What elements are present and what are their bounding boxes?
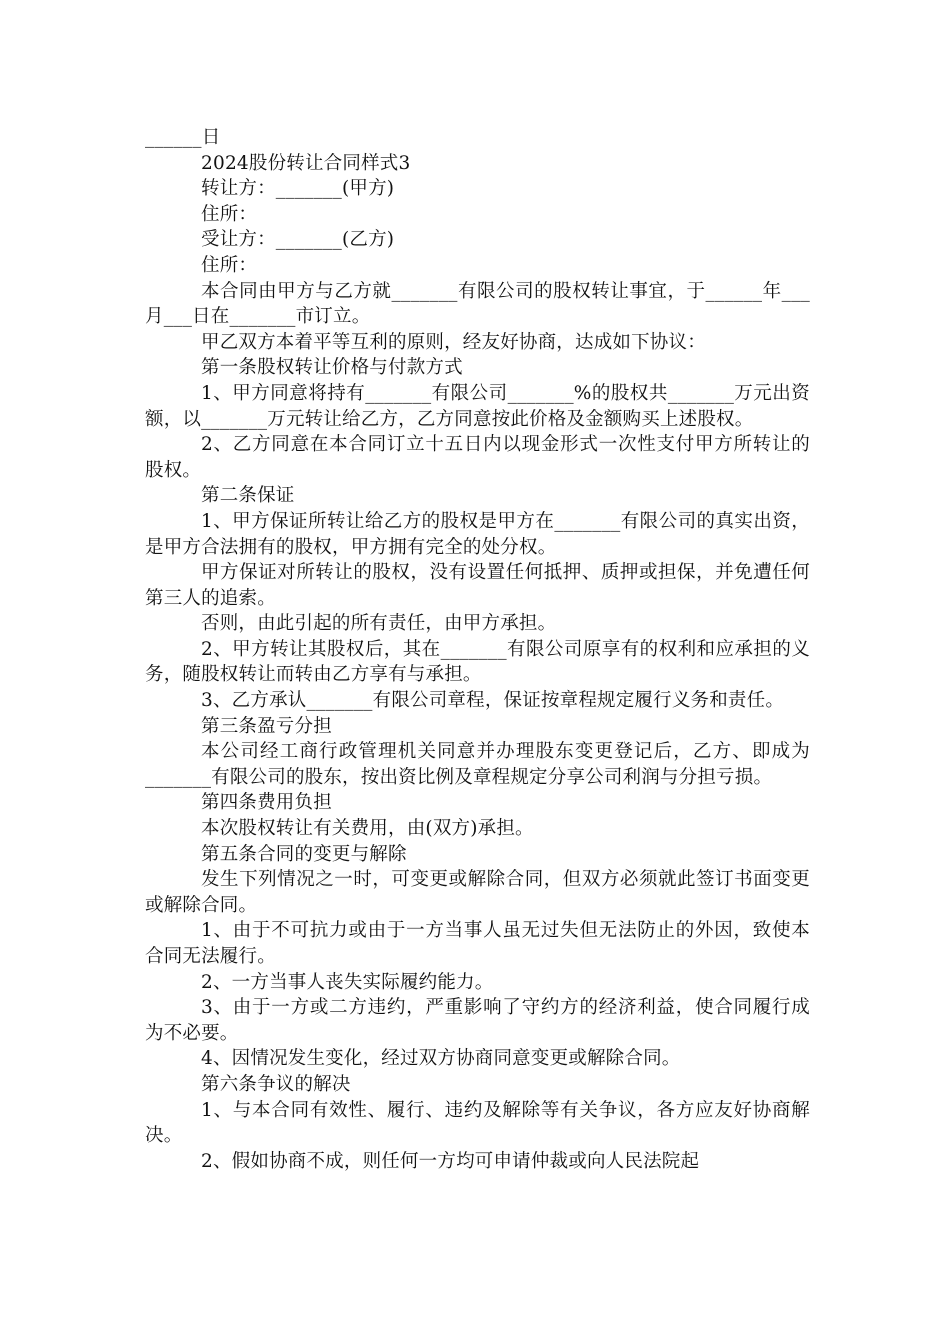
article-3-clause: 本公司经工商行政管理机关同意并办理股东变更登记后，乙方、即成为_______有限公司的股东，按出资比例及章程规定分享公司利润与分担亏损。 — [145, 741, 810, 788]
article-2-guarantee: 甲方保证对所转让的股权，没有设置任何抵押、质押或担保，并免遭任何第三人的追索。 — [145, 562, 810, 609]
article-5-clause-1: 1、由于不可抗力或由于一方当事人虽无过失但无法防止的外因，致使本合同无法履行。 — [145, 920, 810, 967]
article-6-clause-1: 1、与本合同有效性、履行、违约及解除等有关争议，各方应友好协商解决。 — [145, 1099, 810, 1147]
article-4-clause: 本次股权转让有关费用，由(双方)承担。 — [201, 818, 534, 840]
article-5-intro: 发生下列情况之一时，可变更或解除合同，但双方必须就此签订书面变更或解除合同。 — [145, 869, 810, 916]
article-2-liability: 否则，由此引起的所有责任，由甲方承担。 — [201, 613, 557, 635]
document-title: 2024股份转让合同样式3 — [201, 152, 411, 174]
transferor-line: 转让方：_______(甲方) — [201, 178, 395, 200]
article-1-title: 第一条股权转让价格与付款方式 — [201, 357, 463, 379]
article-2-clause-3: 3、乙方承认_______有限公司章程，保证按章程规定履行义务和责任。 — [201, 690, 785, 712]
contract-document — [145, 125, 810, 1174]
transferee-line: 受让方：_______(乙方) — [201, 229, 395, 251]
date-tail: ______日 — [145, 127, 221, 148]
article-2-clause-2: 2、甲方转让其股权后，其在_______有限公司原享有的权利和应承担的义务，随股权转让而转由乙方享有与承担。 — [145, 638, 810, 686]
article-3-title: 第三条盈亏分担 — [201, 715, 332, 737]
article-5-clause-3: 3、由于一方或二方违约，严重影响了守约方的经济利益，使合同履行成为不必要。 — [145, 997, 810, 1044]
article-6-clause-2: 2、假如协商不成，则任何一方均可申请仲裁或向人民法院起 — [201, 1150, 700, 1172]
article-6-title: 第六条争议的解决 — [201, 1073, 351, 1095]
article-2-title: 第二条保证 — [201, 485, 295, 507]
article-1-clause-1: 1、甲方同意将持有_______有限公司_______%的股权共_______万元出资额，以_______万元转让给乙方，乙方同意按此价格及金额购买上述股权。 — [145, 382, 810, 430]
article-4-title: 第四条费用负担 — [201, 792, 332, 814]
transferor-address: 住所： — [201, 203, 258, 225]
transferee-address: 住所： — [201, 254, 258, 276]
article-1-clause-2: 2、乙方同意在本合同订立十五日内以现金形式一次性支付甲方所转让的股权。 — [145, 434, 810, 481]
article-2-clause-1: 1、甲方保证所转让给乙方的股权是甲方在_______有限公司的真实出资，是甲方合法拥有的股权，甲方拥有完全的处分权。 — [145, 510, 810, 558]
article-5-clause-2: 2、一方当事人丧失实际履约能力。 — [201, 971, 494, 993]
article-5-title: 第五条合同的变更与解除 — [201, 843, 407, 865]
intro-paragraph: 本合同由甲方与乙方就_______有限公司的股权转让事宜，于______年___月___日在_______市订立。 — [145, 280, 810, 328]
intro-agreement: 甲乙双方本着平等互利的原则，经友好协商，达成如下协议： — [201, 331, 706, 353]
article-5-clause-4: 4、因情况发生变化，经过双方协商同意变更或解除合同。 — [201, 1048, 681, 1070]
